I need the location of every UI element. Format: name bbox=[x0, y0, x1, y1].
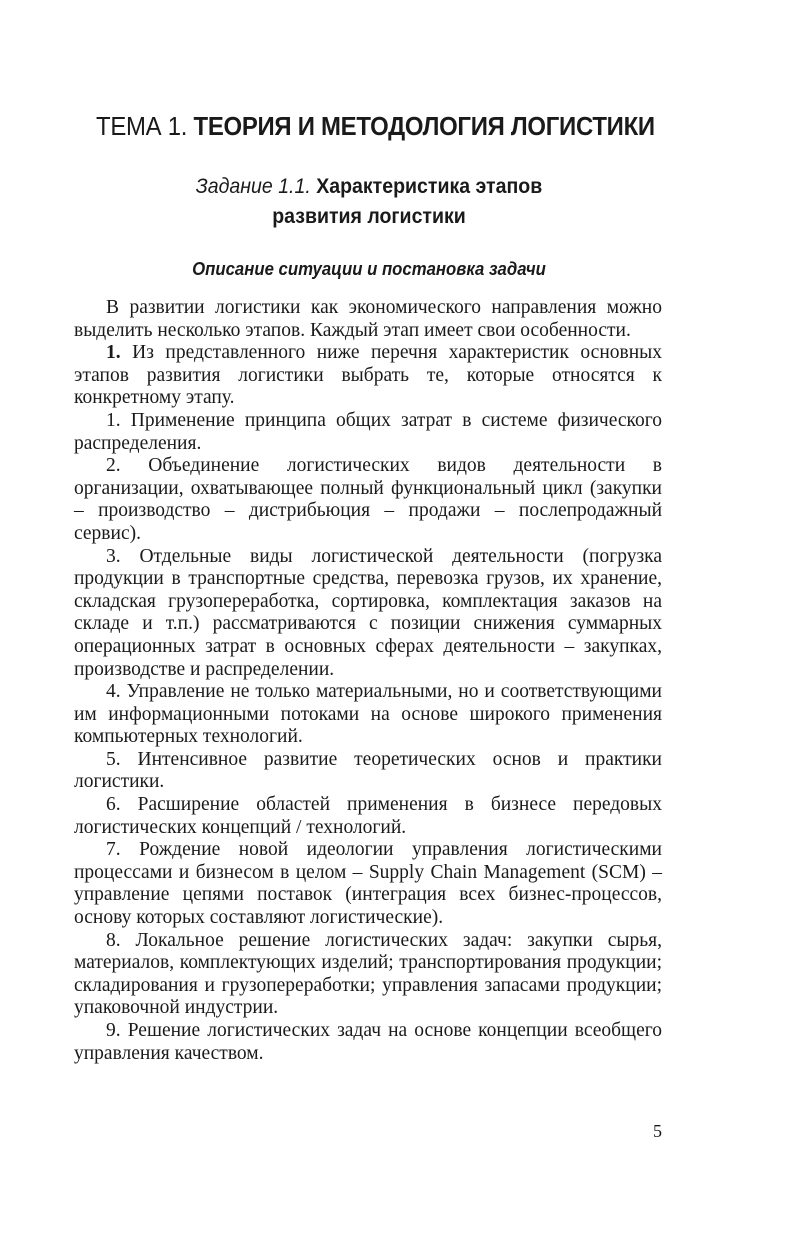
list-item-5: 5. Интенсивное развитие теоретических основ и практики логистики. bbox=[74, 748, 662, 793]
list-item-6: 6. Расширение областей применения в бизнесе передовых логистических концепций / технологий. bbox=[74, 794, 662, 838]
task-heading-line2 bbox=[95, 202, 644, 232]
list-item-9: 9. Решение логистических задач на основе концепции всеобщего управления качеством. bbox=[74, 1020, 662, 1064]
section-heading: Описание ситуации и постановка задачи bbox=[192, 259, 546, 279]
task-prefix: Задание 1.1. bbox=[195, 175, 311, 198]
intro-paragraph: В развитии логистики как экономического направления можно выделить несколько этапов. Каждый этап имеет свои особенности. bbox=[74, 297, 662, 341]
topic-prefix: ТЕМА 1. bbox=[96, 111, 188, 141]
list-item-7: 7. Рождение новой идеологии управления логистическими процессами и бизнесом в целом – Supply Chain Management (SCM) – управление цепями поставок (интеграция всех бизнес-процессов, основу которых составляют логистические). bbox=[74, 839, 662, 929]
task-title-line2: развития логистики bbox=[272, 205, 466, 228]
question-number: 1. bbox=[106, 342, 121, 364]
topic-title: ТЕОРИЯ И МЕТОДОЛОГИЯ ЛОГИСТИКИ bbox=[193, 111, 655, 141]
topic-heading bbox=[96, 108, 685, 144]
list-item-8: 8. Локальное решение логистических задач: закупки сырья, материалов, комплектующих изделий; транспортирования продукции; складирования и грузопереработки; управления запасами продукции; упаковочной индустрии. bbox=[74, 929, 662, 1019]
list-item-4: 4. Управление не только материальными, но и соответствующими им информационными потоками на основе широкого применения компьютерных технологий. bbox=[74, 681, 662, 748]
question-text: Из представленного ниже перечня характеристик основных этапов развития логистики выбрать те, которые относятся к конкретному этапу. bbox=[74, 342, 662, 409]
list-item-2: 2. Объединение логистических видов деятельности в организации, охватывающее полный функциональный цикл (закупки – производство – дистрибьюция – продажи – послепродажный сервис). bbox=[74, 455, 662, 544]
task-heading-line1 bbox=[95, 172, 644, 202]
task-title-line1: Характеристика этапов bbox=[316, 175, 543, 198]
list-item-3: 3. Отдельные виды логистической деятельности (погрузка продукции в транспортные средства, перевозка грузов, их хранение, складская грузопереработка, сортировка, комплектация заказов на складе и т.п.) рассматриваются с позиции снижения суммарных операционных затрат в основных сферах деятельности – закупках, производстве и распределении. bbox=[74, 545, 662, 680]
list-item-1: 1. Применение принципа общих затрат в системе физического распределения. bbox=[74, 409, 662, 454]
question-paragraph bbox=[74, 342, 662, 410]
body-text bbox=[74, 297, 662, 1065]
page-number: 5 bbox=[653, 1121, 662, 1141]
